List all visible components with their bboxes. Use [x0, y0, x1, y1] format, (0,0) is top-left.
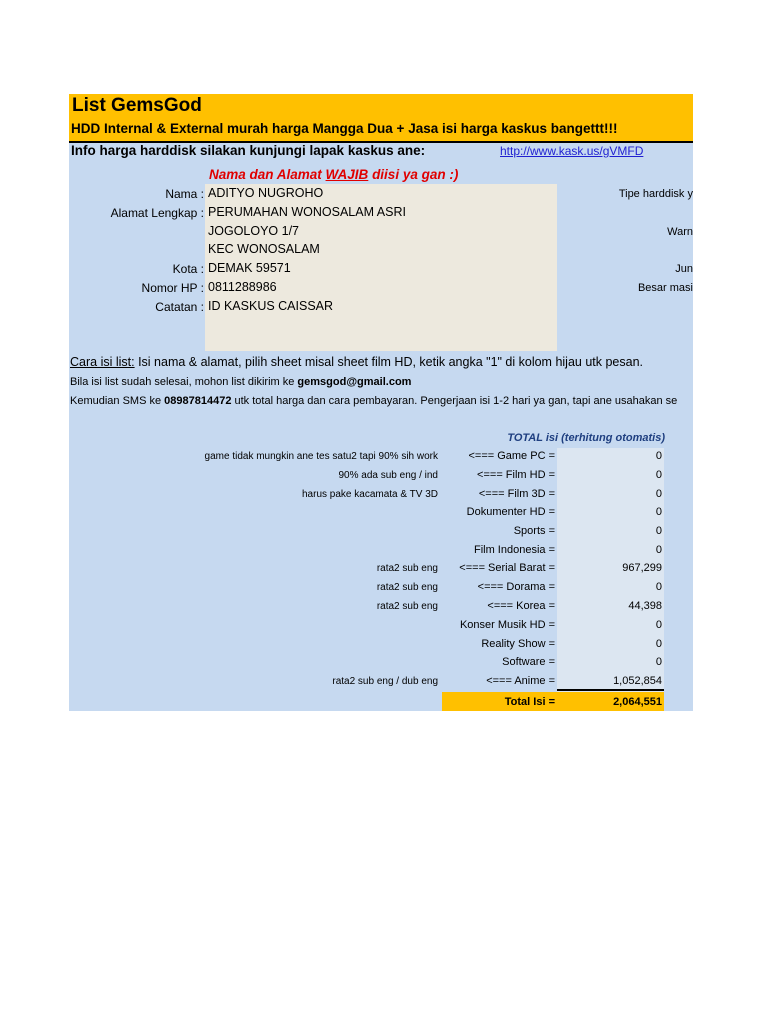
totals-heading: TOTAL isi (terhitung otomatis): [507, 432, 665, 444]
row-value: 0: [655, 656, 662, 668]
row-value: 0: [655, 506, 662, 518]
required-note: Nama dan Alamat WAJIB diisi ya gan :): [209, 167, 459, 182]
row-note: 90% ada sub eng / ind: [338, 470, 438, 481]
row-category: <=== Serial Barat =: [459, 562, 555, 574]
row-note: rata2 sub eng: [376, 601, 438, 612]
row-note: rata2 sub eng: [376, 582, 438, 593]
row-category: Sports =: [513, 525, 555, 537]
total-value: 2,064,551: [613, 696, 662, 708]
row-value: 0: [655, 525, 662, 537]
city-label: Kota :: [172, 262, 204, 276]
row-value: 967,299: [622, 562, 662, 574]
row-note: rata2 sub eng: [376, 563, 438, 574]
row-note: game tidak mungkin ane tes satu2 tapi 90% sih work: [204, 451, 438, 462]
row-value: 0: [655, 581, 662, 593]
row-category: Dokumenter HD =: [466, 506, 555, 518]
row-value: 0: [655, 488, 662, 500]
row-note: harus pake kacamata & TV 3D: [302, 489, 438, 500]
note-field[interactable]: ID KASKUS CAISSAR: [208, 299, 334, 313]
address-field-line1[interactable]: PERUMAHAN WONOSALAM ASRI: [208, 205, 406, 219]
row-category: <=== Korea =: [487, 600, 555, 612]
row-category: <=== Film HD =: [477, 469, 555, 481]
name-label: Nama :: [165, 187, 204, 201]
row-category: <=== Game PC =: [468, 450, 555, 462]
row-value: 0: [655, 544, 662, 556]
page-subtitle: HDD Internal & External murah harga Mangga Dua + Jasa isi harga kaskus bangettt!!!: [71, 121, 618, 136]
total-divider: [557, 689, 664, 691]
total-label: Total Isi =: [504, 696, 555, 708]
row-value: 0: [655, 450, 662, 462]
sms-number: 08987814472: [164, 395, 232, 407]
instruction-line-2: Bila isi list sudah selesai, mohon list dikirim ke gemsgod@gmail.com: [70, 376, 412, 388]
capacity-label: Besar masi: [637, 282, 693, 294]
row-note: rata2 sub eng / dub eng: [332, 676, 438, 687]
phone-label: Nomor HP :: [141, 281, 204, 295]
page-title: List GemsGod: [72, 95, 202, 116]
row-value: 0: [655, 469, 662, 481]
email-address: gemsgod@gmail.com: [297, 376, 412, 388]
instruction-line-3: Kemudian SMS ke 08987814472 utk total harga dan cara pembayaran. Pengerjaan isi 1-2 hari ya gan, tapi ane usahakan se: [70, 395, 678, 407]
address-label: Alamat Lengkap :: [110, 206, 204, 220]
row-category: <=== Dorama =: [477, 581, 555, 593]
kaskus-link[interactable]: http://www.kask.us/gVMFD: [500, 144, 644, 158]
info-text: Info harga harddisk silakan kunjungi lapak kaskus ane:: [71, 143, 426, 158]
row-category: Film Indonesia =: [473, 544, 555, 556]
row-value: 44,398: [628, 600, 662, 612]
city-field[interactable]: DEMAK 59571: [208, 261, 291, 275]
note-label: Catatan :: [155, 300, 204, 314]
phone-field[interactable]: 0811288986: [208, 280, 277, 294]
row-category: <=== Anime =: [486, 675, 555, 687]
quantity-label: Jun: [675, 263, 693, 275]
row-value: 0: [655, 638, 662, 650]
row-category: Software =: [502, 656, 555, 668]
instruction-line-1: Cara isi list: Isi nama & alamat, pilih sheet misal sheet film HD, ketik angka "1" di kolom hijau utk pesan.: [70, 355, 644, 369]
name-field[interactable]: ADITYO NUGROHO: [208, 186, 324, 200]
address-field-line2[interactable]: JOGOLOYO 1/7: [208, 224, 300, 238]
hdd-type-label: Tipe harddisk y: [618, 188, 693, 200]
row-category: Reality Show =: [481, 638, 555, 650]
color-label: Warn: [667, 226, 693, 238]
address-field-line3[interactable]: KEC WONOSALAM: [208, 242, 320, 256]
row-value: 1,052,854: [613, 675, 662, 687]
row-category: Konser Musik HD =: [459, 619, 555, 631]
row-category: <=== Film 3D =: [478, 488, 555, 500]
row-value: 0: [655, 619, 662, 631]
